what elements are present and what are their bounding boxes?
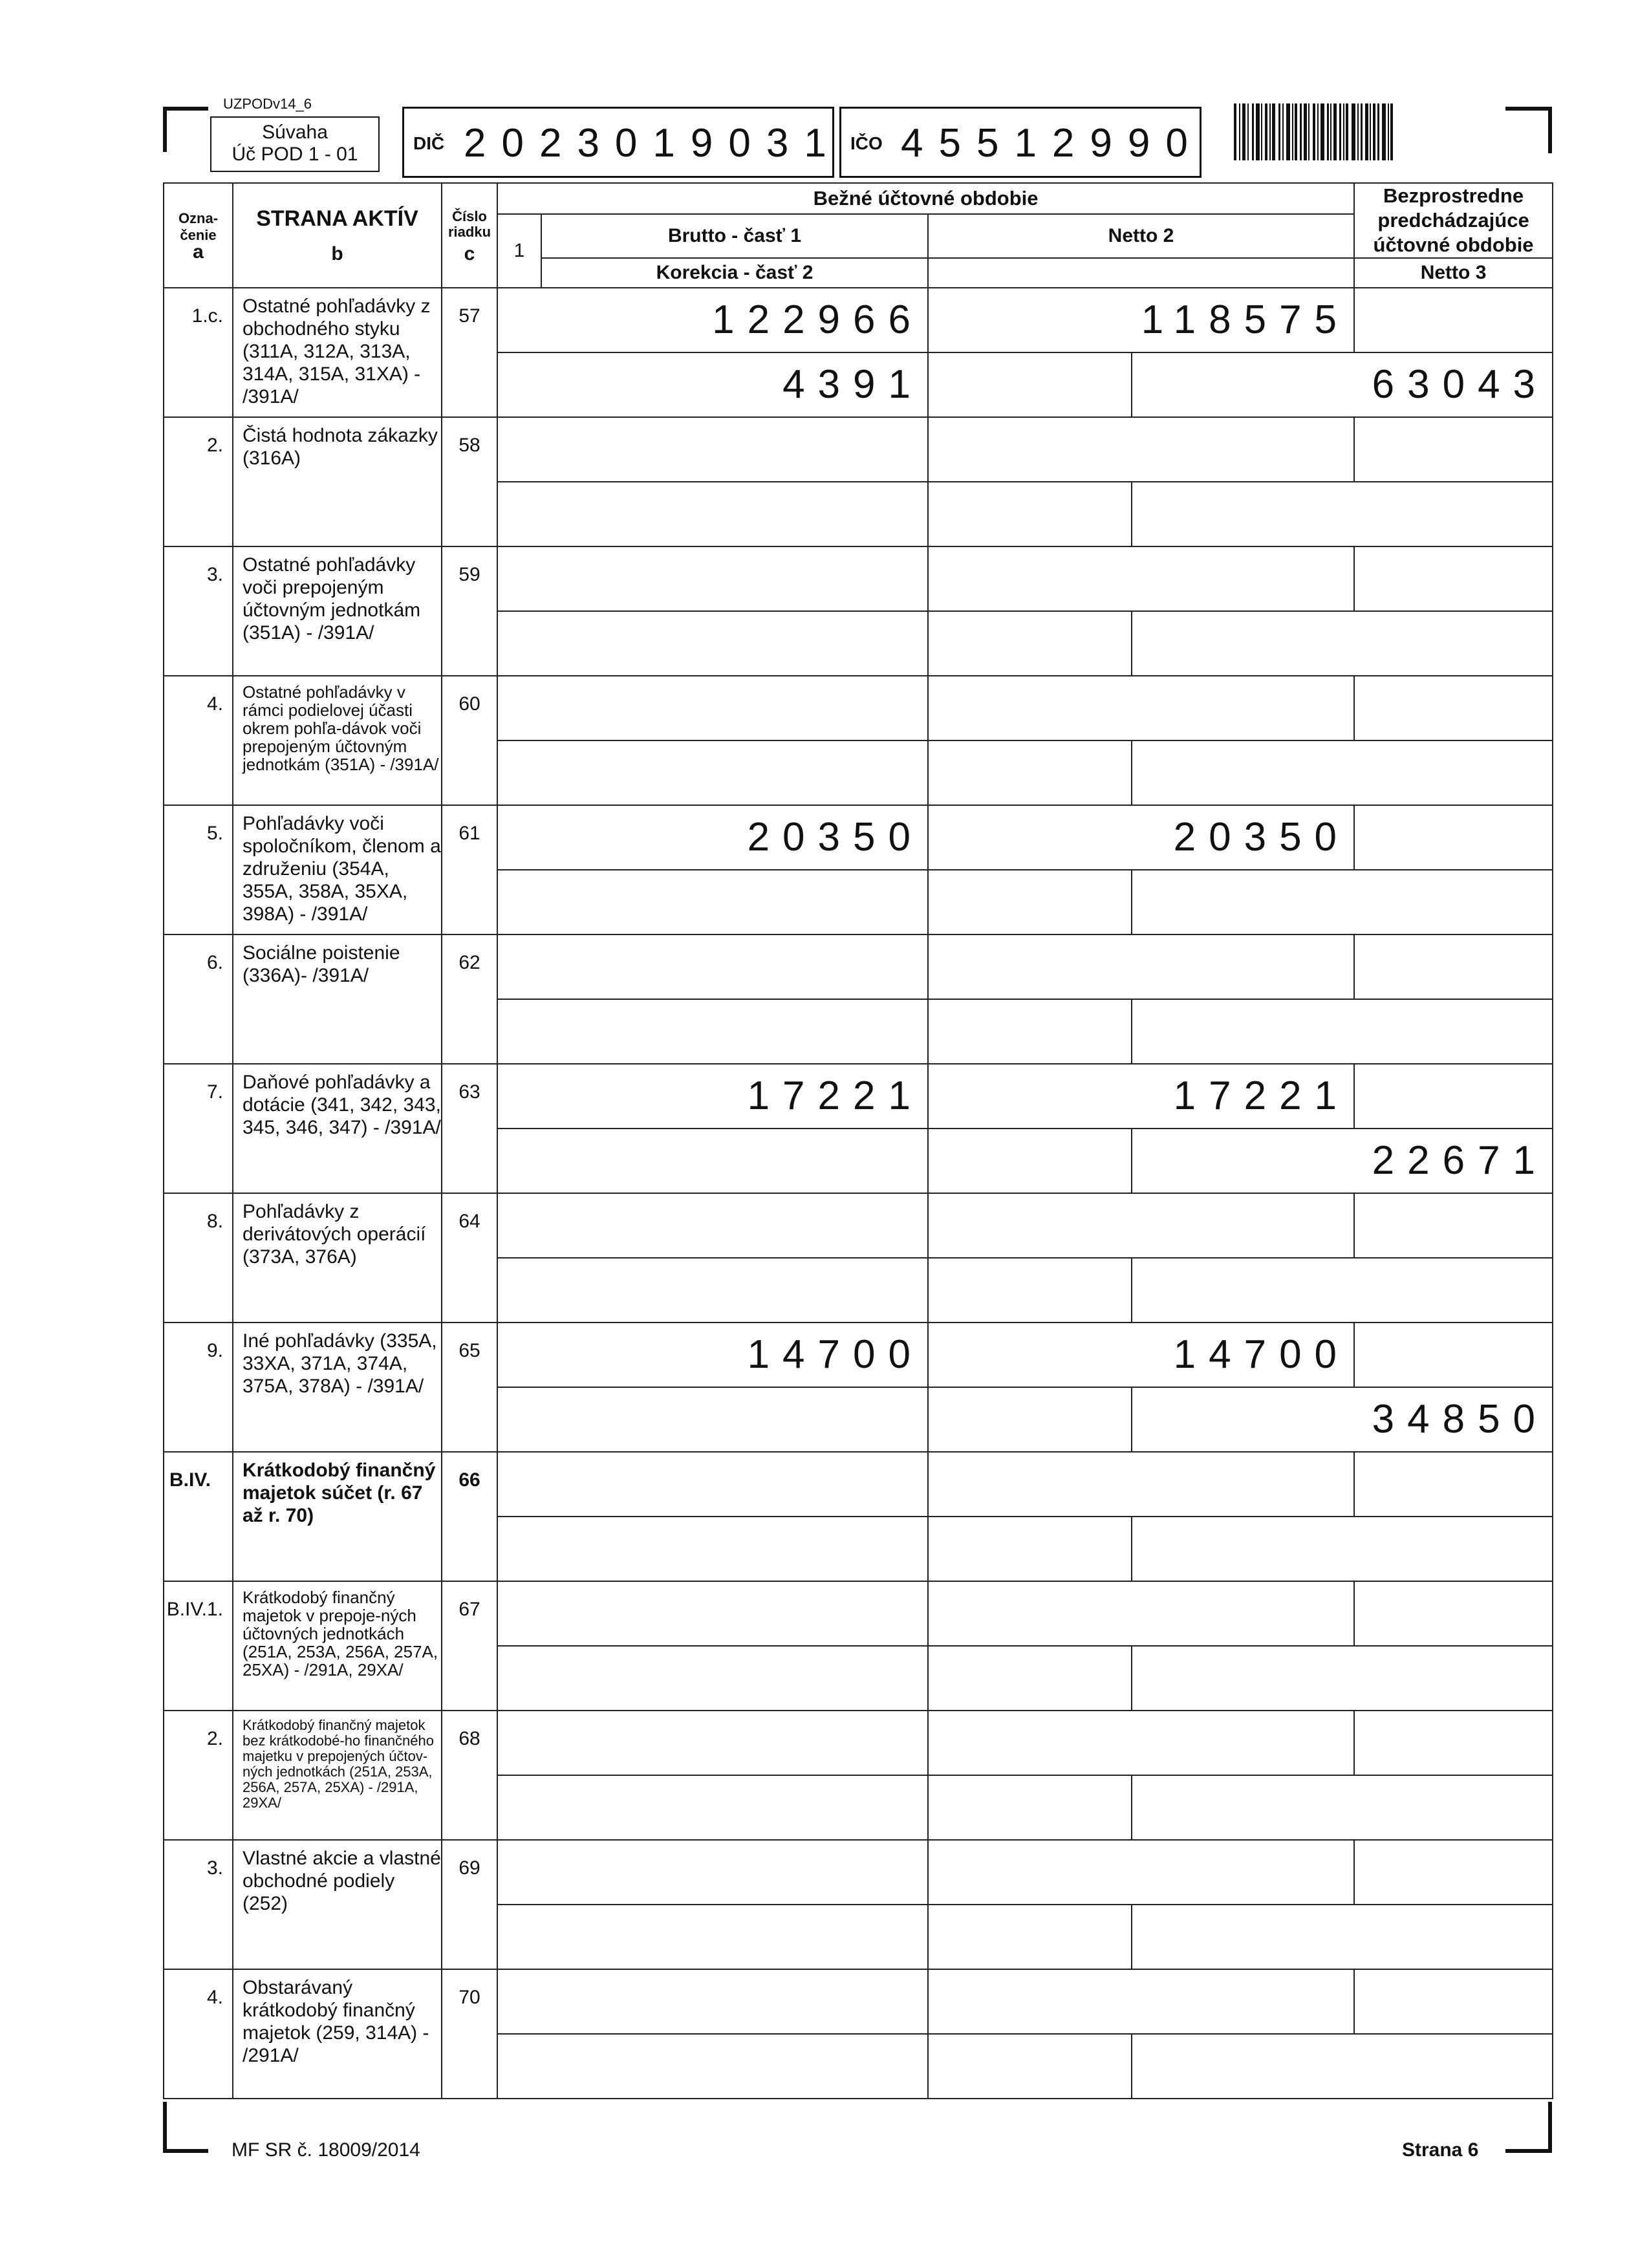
korekcia-spacer xyxy=(928,740,1132,805)
korekcia-header: Korekcia - časť 2 xyxy=(541,258,928,288)
corner-mark-top-right xyxy=(1505,107,1552,111)
netto-value[interactable] xyxy=(928,1193,1354,1258)
prev-netto-value[interactable] xyxy=(1132,1258,1553,1323)
row-mark: 2. xyxy=(164,417,233,546)
prev-netto-value[interactable] xyxy=(1132,1775,1553,1840)
dic-label: DIČ xyxy=(413,133,445,153)
prev-netto-value[interactable] xyxy=(1132,740,1553,805)
row-description: Daňové pohľadávky a dotácie (341, 342, 343, 345, 346, 347) - /391A/ xyxy=(233,1064,442,1193)
corner-mark-top-left-v xyxy=(163,107,167,152)
table-row xyxy=(164,546,1553,611)
brutto-value[interactable] xyxy=(497,1452,928,1517)
brutto-value[interactable]: 17221 xyxy=(497,1064,928,1129)
korekcia-value[interactable] xyxy=(497,1258,928,1323)
row-number: 70 xyxy=(442,1969,497,2099)
row-number: 65 xyxy=(442,1323,497,1452)
row-number: 64 xyxy=(442,1193,497,1323)
prev-netto-value[interactable] xyxy=(1132,482,1553,546)
col-1-header: 1 xyxy=(497,214,541,288)
col-a-letter: a xyxy=(193,241,204,263)
row-mark: 6. xyxy=(164,934,233,1064)
korekcia-value[interactable]: 4391 xyxy=(497,352,928,417)
table-row xyxy=(164,1323,1553,1387)
col-b-title: STRANA AKTÍV xyxy=(256,206,418,231)
row-description: Iné pohľadávky (335A, 33XA, 371A, 374A, 375A, 378A) - /391A/ xyxy=(233,1323,442,1452)
korekcia-value[interactable] xyxy=(497,1129,928,1193)
col-a-header xyxy=(164,183,233,288)
form-code: UZPODv14_6 xyxy=(223,96,312,112)
col-b-header xyxy=(233,183,442,288)
korekcia-value[interactable] xyxy=(497,1387,928,1452)
dic-value: 2023019031 xyxy=(464,121,842,166)
doc-title-box xyxy=(210,116,380,172)
prev-top-cell xyxy=(1354,1323,1553,1387)
row-number: 57 xyxy=(442,288,497,417)
prev-top-cell xyxy=(1354,1452,1553,1517)
prev-netto-value[interactable] xyxy=(1132,999,1553,1064)
brutto-value[interactable]: 122966 xyxy=(497,288,928,352)
row-mark: B.IV. xyxy=(164,1452,233,1581)
netto-value[interactable] xyxy=(928,417,1354,482)
netto-value[interactable]: 118575 xyxy=(928,288,1354,352)
prev-netto-value[interactable] xyxy=(1132,2034,1553,2099)
prev-netto-value[interactable]: 34850 xyxy=(1132,1387,1553,1452)
row-description: Pohľadávky z derivátových operácií (373A, 376A) xyxy=(233,1193,442,1323)
prev-netto-value[interactable]: 63043 xyxy=(1132,352,1553,417)
netto-value[interactable] xyxy=(928,1969,1354,2034)
korekcia-spacer xyxy=(928,1258,1132,1323)
prev-top-cell xyxy=(1354,1064,1553,1129)
brutto-value[interactable] xyxy=(497,1581,928,1646)
brutto-value[interactable] xyxy=(497,934,928,999)
brutto-header: Brutto - časť 1 xyxy=(541,214,928,258)
korekcia-spacer xyxy=(928,611,1132,676)
row-description: Vlastné akcie a vlastné obchodné podiely (252) xyxy=(233,1840,442,1969)
netto-value[interactable] xyxy=(928,1711,1354,1775)
korekcia-spacer xyxy=(928,482,1132,546)
prev-netto-value[interactable] xyxy=(1132,1905,1553,1969)
korekcia-value[interactable] xyxy=(497,870,928,934)
row-number: 58 xyxy=(442,417,497,546)
corner-mark-top-left xyxy=(163,107,208,111)
row-description: Sociálne poistenie (336A)- /391A/ xyxy=(233,934,442,1064)
footer-page: Strana 6 xyxy=(1402,2139,1479,2161)
row-mark: 8. xyxy=(164,1193,233,1323)
korekcia-spacer xyxy=(928,2034,1132,2099)
korekcia-value[interactable] xyxy=(497,1646,928,1711)
brutto-value[interactable] xyxy=(497,676,928,740)
netto-value[interactable]: 14700 xyxy=(928,1323,1354,1387)
footer-ministry: MF SR č. 18009/2014 xyxy=(232,2139,420,2161)
prev-netto-value[interactable] xyxy=(1132,1517,1553,1581)
prev-netto-value[interactable] xyxy=(1132,611,1553,676)
row-mark: 3. xyxy=(164,546,233,676)
table-row xyxy=(164,417,1553,482)
korekcia-value[interactable] xyxy=(497,999,928,1064)
prev-netto-value[interactable] xyxy=(1132,870,1553,934)
table-row xyxy=(164,1711,1553,1775)
row-description: Ostatné pohľadávky z obchodného styku (311A, 312A, 313A, 314A, 315A, 31XA) - /391A/ xyxy=(233,288,442,417)
korekcia-value[interactable] xyxy=(497,611,928,676)
prev-top-cell xyxy=(1354,1581,1553,1646)
brutto-value[interactable]: 14700 xyxy=(497,1323,928,1387)
brutto-value[interactable] xyxy=(497,1193,928,1258)
prev-top-cell xyxy=(1354,676,1553,740)
row-number: 60 xyxy=(442,676,497,805)
row-mark: B.IV.1. xyxy=(164,1581,233,1711)
row-number: 69 xyxy=(442,1840,497,1969)
col-c-header xyxy=(442,183,497,288)
row-mark: 3. xyxy=(164,1840,233,1969)
table-row xyxy=(164,805,1553,870)
col-b-letter: b xyxy=(331,243,343,265)
table-row xyxy=(164,288,1553,352)
row-description: Krátkodobý finančný majetok súčet (r. 67 až r. 70) xyxy=(233,1452,442,1581)
dic-box xyxy=(402,107,842,178)
table-row xyxy=(164,934,1553,999)
table-row xyxy=(164,676,1553,740)
korekcia-spacer xyxy=(928,999,1132,1064)
netto2-header: Netto 2 xyxy=(928,214,1354,258)
table-row xyxy=(164,1581,1553,1646)
row-number: 67 xyxy=(442,1581,497,1711)
row-number: 68 xyxy=(442,1711,497,1840)
row-mark: 4. xyxy=(164,676,233,805)
row-description: Obstarávaný krátkodobý finančný majetok (259, 314A) - /291A/ xyxy=(233,1969,442,2099)
brutto-value[interactable]: 20350 xyxy=(497,805,928,870)
row-mark: 9. xyxy=(164,1323,233,1452)
netto2-header-blank xyxy=(928,258,1354,288)
netto-value[interactable] xyxy=(928,1452,1354,1517)
korekcia-spacer xyxy=(928,1517,1132,1581)
row-mark: 2. xyxy=(164,1711,233,1840)
prev-top-cell xyxy=(1354,934,1553,999)
row-number: 61 xyxy=(442,805,497,934)
korekcia-value[interactable] xyxy=(497,740,928,805)
korekcia-value[interactable] xyxy=(497,1775,928,1840)
ico-label: IČO xyxy=(850,133,883,153)
row-mark: 4. xyxy=(164,1969,233,2099)
netto-value[interactable] xyxy=(928,1581,1354,1646)
current-period-header: Bežné účtovné obdobie xyxy=(497,183,1354,214)
korekcia-value[interactable] xyxy=(497,2034,928,2099)
prev-top-cell xyxy=(1354,1193,1553,1258)
row-number: 62 xyxy=(442,934,497,1064)
row-description: Krátkodobý finančný majetok v prepoje-ných účtovných jednotkách (251A, 253A, 256A, 257A, 25XA) - /291A, 29XA/ xyxy=(233,1581,442,1711)
table-row xyxy=(164,1193,1553,1258)
korekcia-spacer xyxy=(928,1646,1132,1711)
brutto-value[interactable] xyxy=(497,546,928,611)
row-mark: 5. xyxy=(164,805,233,934)
prev-top-cell xyxy=(1354,417,1553,482)
brutto-value[interactable] xyxy=(497,1711,928,1775)
brutto-value[interactable] xyxy=(497,1840,928,1905)
netto3-header: Netto 3 xyxy=(1354,258,1553,288)
row-number: 59 xyxy=(442,546,497,676)
doc-title: Súvaha xyxy=(262,122,328,143)
row-description: Ostatné pohľadávky v rámci podielovej účasti okrem pohľa-dávok voči prepojeným účtovným jednotkám (351A) - /391A/ xyxy=(233,676,442,805)
row-description: Krátkodobý finančný majetok bez krátkodobé-ho finančného majetku v prepojených účtov-ných jednotkách (251A, 253A, 256A, 257A, 25XA) - /291A, 29XA/ xyxy=(233,1711,442,1840)
row-description: Ostatné pohľadávky voči prepojeným účtovným jednotkám (351A) - /391A/ xyxy=(233,546,442,676)
korekcia-value[interactable] xyxy=(497,1517,928,1581)
prev-top-cell xyxy=(1354,1711,1553,1775)
table-row xyxy=(164,1969,1553,2034)
barcode xyxy=(1234,103,1463,160)
korekcia-spacer xyxy=(928,352,1132,417)
corner-mark-bottom-left xyxy=(163,2149,208,2153)
table-row xyxy=(164,1064,1553,1129)
row-number: 63 xyxy=(442,1064,497,1193)
table-row xyxy=(164,1452,1553,1517)
row-description: Pohľadávky voči spoločníkom, členom a združeniu (354A, 355A, 358A, 35XA, 398A) - /391A/ xyxy=(233,805,442,934)
korekcia-spacer xyxy=(928,1129,1132,1193)
assets-table xyxy=(163,182,1553,2099)
prev-top-cell xyxy=(1354,1840,1553,1905)
ico-box xyxy=(839,107,1202,178)
corner-mark-bottom-left-v xyxy=(163,2102,167,2153)
netto-value[interactable] xyxy=(928,1840,1354,1905)
prev-top-cell xyxy=(1354,805,1553,870)
prev-top-cell xyxy=(1354,546,1553,611)
korekcia-spacer xyxy=(928,1775,1132,1840)
ico-value: 45512990 xyxy=(901,121,1203,166)
table-row xyxy=(164,1840,1553,1905)
col-c-letter: c xyxy=(464,243,475,265)
corner-mark-bottom-right-v xyxy=(1548,2102,1552,2153)
col-c-title: Číslo riadku xyxy=(447,208,491,240)
korekcia-value[interactable] xyxy=(497,482,928,546)
row-number: 66 xyxy=(442,1452,497,1581)
netto-value[interactable] xyxy=(928,934,1354,999)
previous-period-header: Bezprostredne predchádzajúce účtovné obdobie xyxy=(1354,183,1553,258)
korekcia-value[interactable] xyxy=(497,1905,928,1969)
prev-top-cell xyxy=(1354,288,1553,352)
korekcia-spacer xyxy=(928,1905,1132,1969)
netto-value[interactable] xyxy=(928,676,1354,740)
brutto-value[interactable] xyxy=(497,1969,928,2034)
prev-netto-value[interactable]: 22671 xyxy=(1132,1129,1553,1193)
corner-mark-bottom-right xyxy=(1505,2149,1552,2153)
corner-mark-top-right-v xyxy=(1548,107,1552,153)
netto-value[interactable] xyxy=(928,546,1354,611)
row-mark: 7. xyxy=(164,1064,233,1193)
prev-top-cell xyxy=(1354,1969,1553,2034)
korekcia-spacer xyxy=(928,1387,1132,1452)
doc-subtitle: Úč POD 1 - 01 xyxy=(232,144,358,165)
brutto-value[interactable] xyxy=(497,417,928,482)
row-description: Čistá hodnota zákazky (316A) xyxy=(233,417,442,546)
netto-value[interactable]: 17221 xyxy=(928,1064,1354,1129)
col-a-title: Ozna-čenie xyxy=(178,210,219,243)
netto-value[interactable]: 20350 xyxy=(928,805,1354,870)
korekcia-spacer xyxy=(928,870,1132,934)
prev-netto-value[interactable] xyxy=(1132,1646,1553,1711)
row-mark: 1.c. xyxy=(164,288,233,417)
